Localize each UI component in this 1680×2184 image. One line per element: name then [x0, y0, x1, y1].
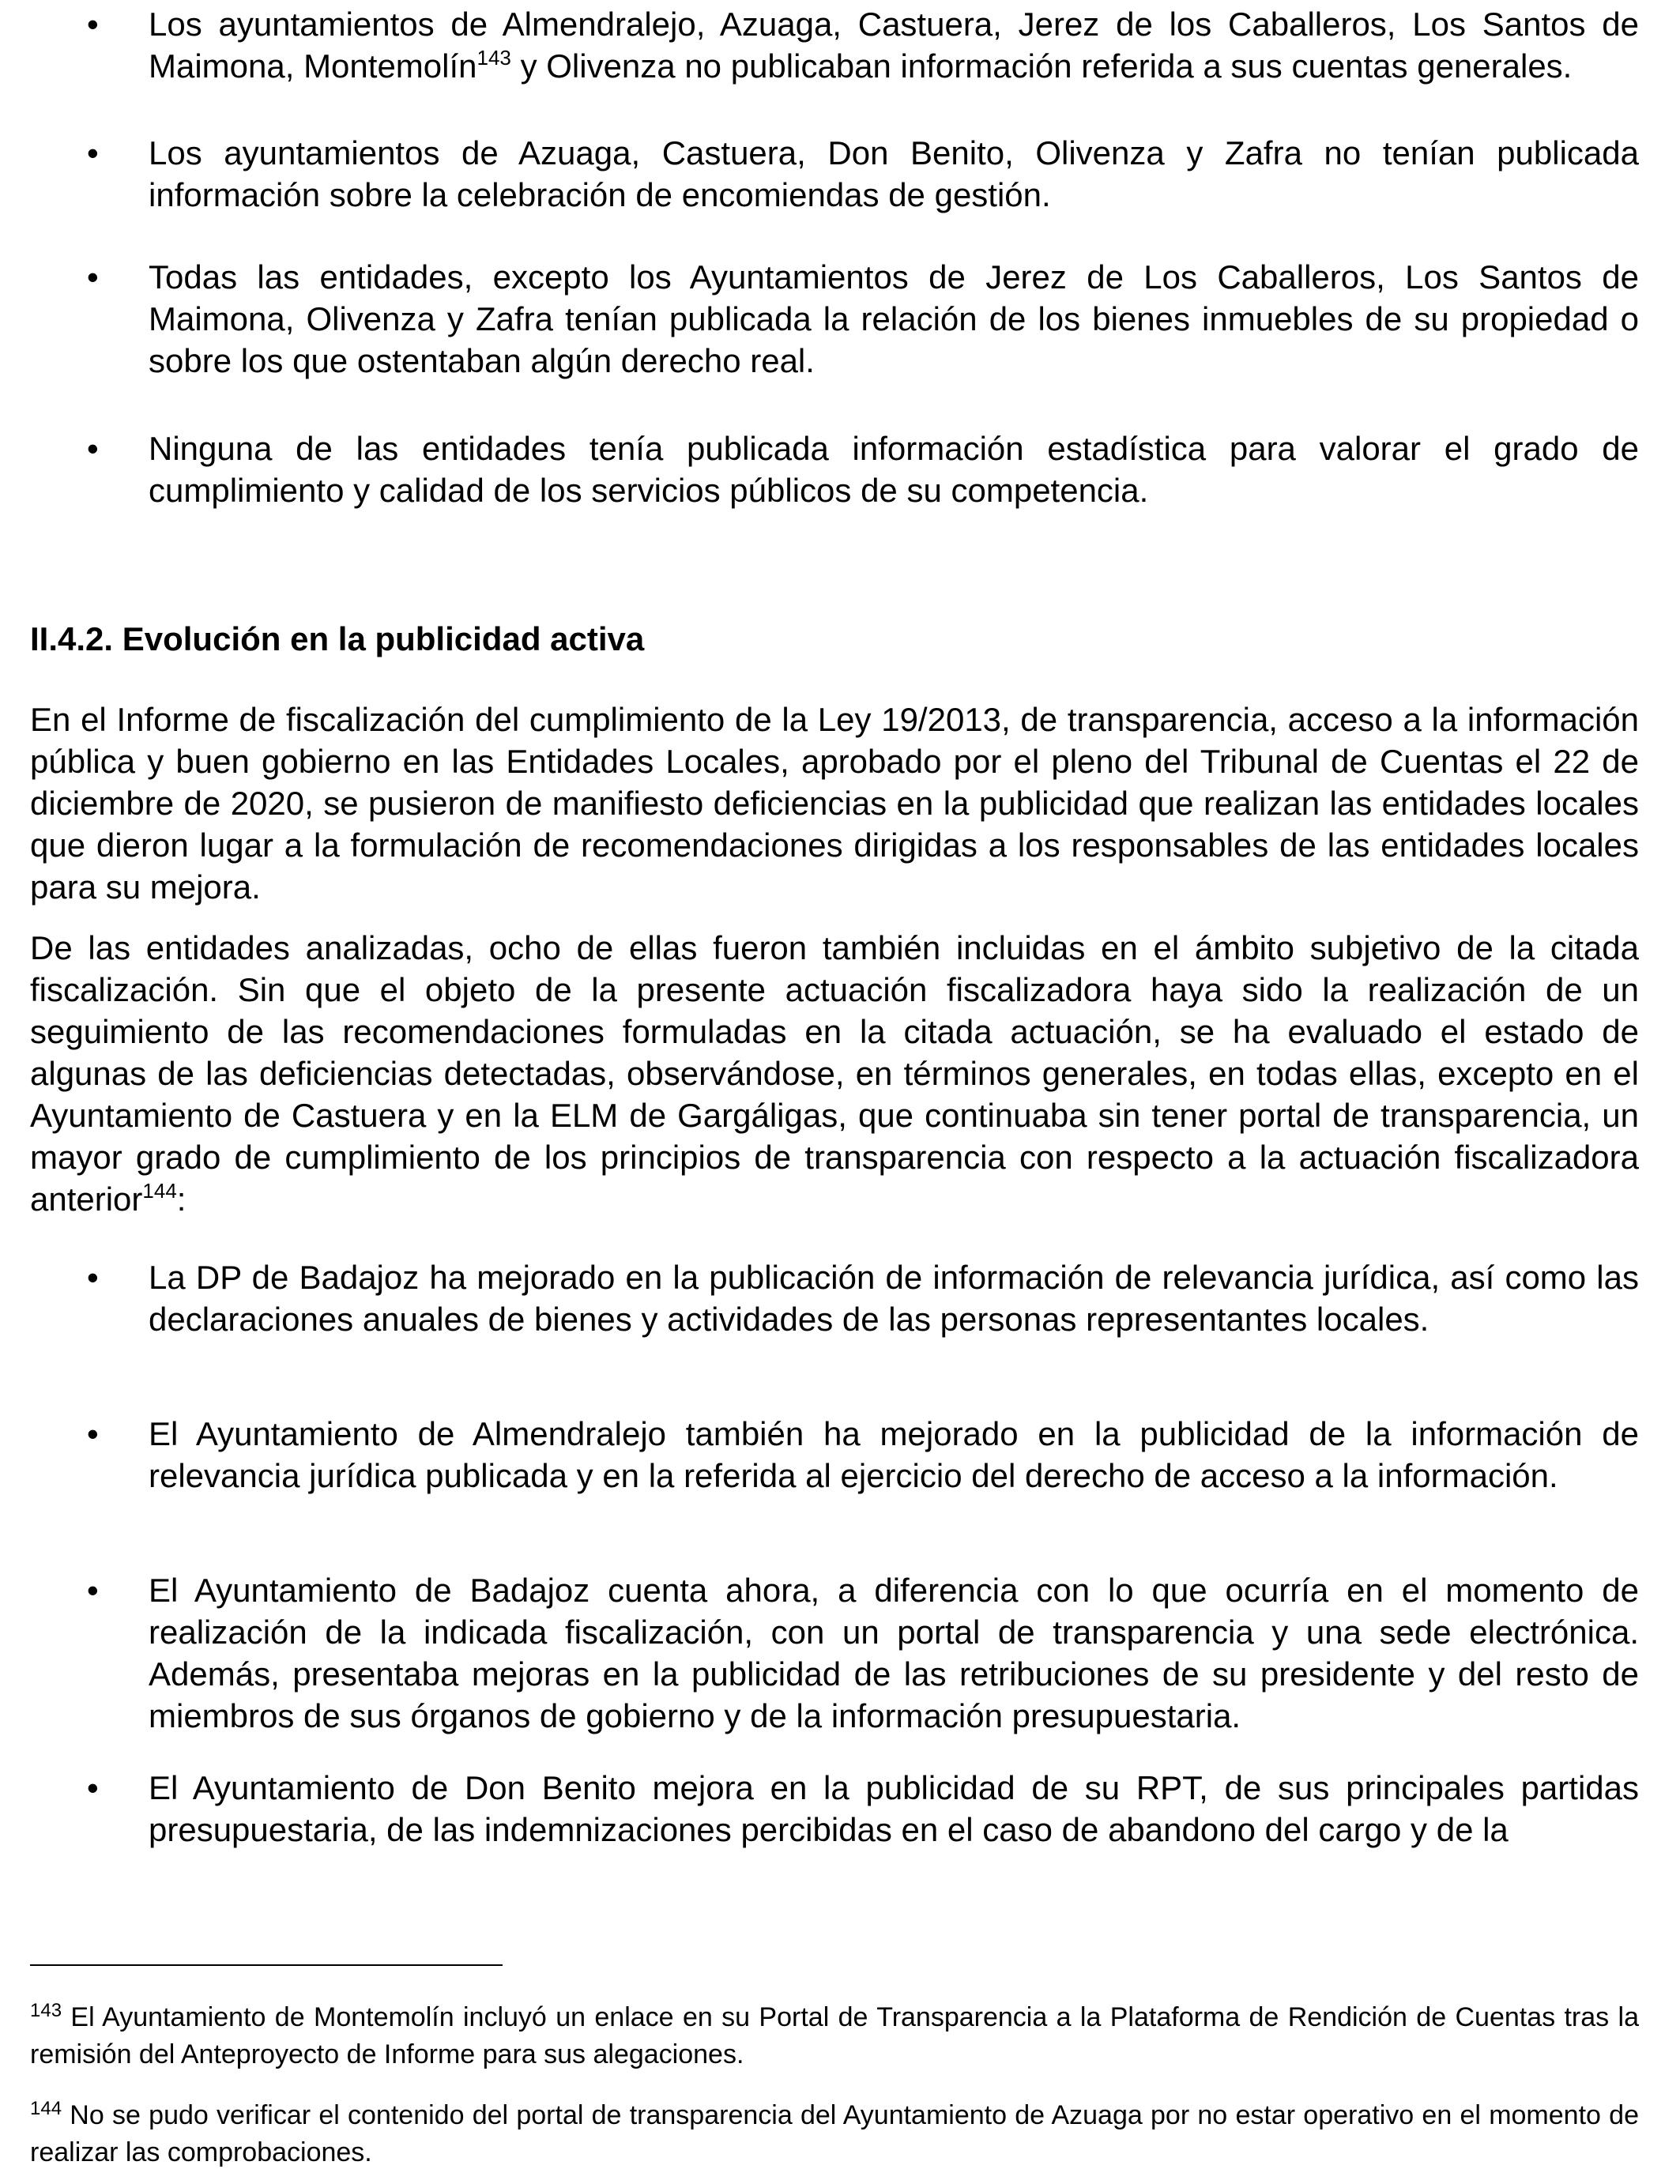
list-item: • El Ayuntamiento de Badajoz cuenta ahora, a diferencia con lo que ocurría en el momento de realización de la indicada fiscalización, con un portal de transparencia y una sede electrónica. Además, presentaba mejoras en la publicidad de las retribuciones de su presidente y del resto de miembros de sus órganos de gobierno y de la información presupuestaria. — [30, 1569, 1639, 1767]
footnote-144 — [30, 2097, 1639, 2171]
bullet-list-findings — [30, 3, 1639, 511]
list-item-text: y Olivenza no publicaban información referida a sus cuentas generales. — [510, 47, 1573, 85]
list-item: • La DP de Badajoz ha mejorado en la publicación de información de relevancia jurídica, así como las declaraciones anuales de bienes y actividades de las personas representantes locales. — [30, 1256, 1639, 1413]
paragraph: En el Informe de fiscalización del cumplimiento de la Ley 19/2013, de transparencia, acceso a la información pública y buen gobierno en las Entidades Locales, aprobado por el pleno del Tribunal de Cuentas el 22 de diciembre de 2020, se pusieron de manifiesto deficiencias en la publicidad que realizan las entidades locales que dieron lugar a la formulación de recomendaciones dirigidas a los responsables de las entidades locales para su mejora. — [30, 701, 1639, 906]
list-item-text: Los ayuntamientos de Almendralejo, Azuaga, Castuera, Jerez de los Caballeros, Los Santos de Maimona, Montemolín — [149, 6, 1639, 85]
list-item: • El Ayuntamiento de Almendralejo también ha mejorado en la publicidad de la información de relevancia jurídica publicada y en la referida al ejercicio del derecho de acceso a la información. — [30, 1413, 1639, 1569]
footnote-ref-143[interactable]: 143 — [477, 46, 511, 70]
footnote-number: 143 — [30, 2000, 62, 2021]
footnote-ref-144[interactable]: 144 — [142, 1179, 177, 1203]
paragraph-text: De las entidades analizadas, ocho de ellas fueron también incluidas en el ámbito subjetivo de la citada fiscalización. Sin que el objeto de la presente actuación fiscalizadora haya sido la realización de un seguimiento de las recomendaciones formuladas en la citada actuación, se ha evaluado el estado de algunas de las deficiencias detectadas, observándose, en términos generales, en todas ellas, excepto en el Ayuntamiento de Castuera y en la ELM de Gargáligas, que continuaba sin tener portal de transparencia, un mayor grado de cumplimiento de los principios de transparencia con respecto a la actuación fiscalizadora anterior — [30, 929, 1639, 1218]
list-item: • Ninguna de las entidades tenía publicada información estadística para valorar el grado de cumplimiento y calidad de los servicios públicos de su competencia. — [30, 427, 1639, 511]
list-item — [30, 3, 1639, 132]
list-item: • El Ayuntamiento de Don Benito mejora en la publicidad de su RPT, de sus principales partidas presupuestaria, de las indemnizaciones percibidas en el caso de abandono del cargo y de la — [30, 1767, 1639, 1851]
section-heading: II.4.2. Evolución en la publicidad activa — [30, 620, 645, 657]
bullet-list-improvements — [30, 1256, 1639, 1851]
paragraph-text: : — [176, 1180, 186, 1218]
footnote-number: 144 — [30, 2098, 62, 2119]
list-item: • Todas las entidades, excepto los Ayuntamientos de Jerez de Los Caballeros, Los Santos de Maimona, Olivenza y Zafra tenían publicada la relación de los bienes inmuebles de su propiedad o sobre los que ostentaban algún derecho real. — [30, 256, 1639, 427]
footnote-143 — [30, 1999, 1639, 2073]
footnote-text: No se pudo verificar el contenido del portal de transparencia del Ayuntamiento de Azuaga por no estar operativo en el momento de realizar las comprobaciones. — [30, 2100, 1639, 2167]
footnote-divider — [30, 1964, 503, 1966]
list-item: • Los ayuntamientos de Azuaga, Castuera, Don Benito, Olivenza y Zafra no tenían publicada información sobre la celebración de encomiendas de gestión. — [30, 132, 1639, 256]
paragraph — [30, 927, 1639, 1220]
footnote-text: El Ayuntamiento de Montemolín incluyó un enlace en su Portal de Transparencia a la Plataforma de Rendición de Cuentas tras la remisión del Anteproyecto de Informe para sus alegaciones. — [30, 2002, 1639, 2069]
